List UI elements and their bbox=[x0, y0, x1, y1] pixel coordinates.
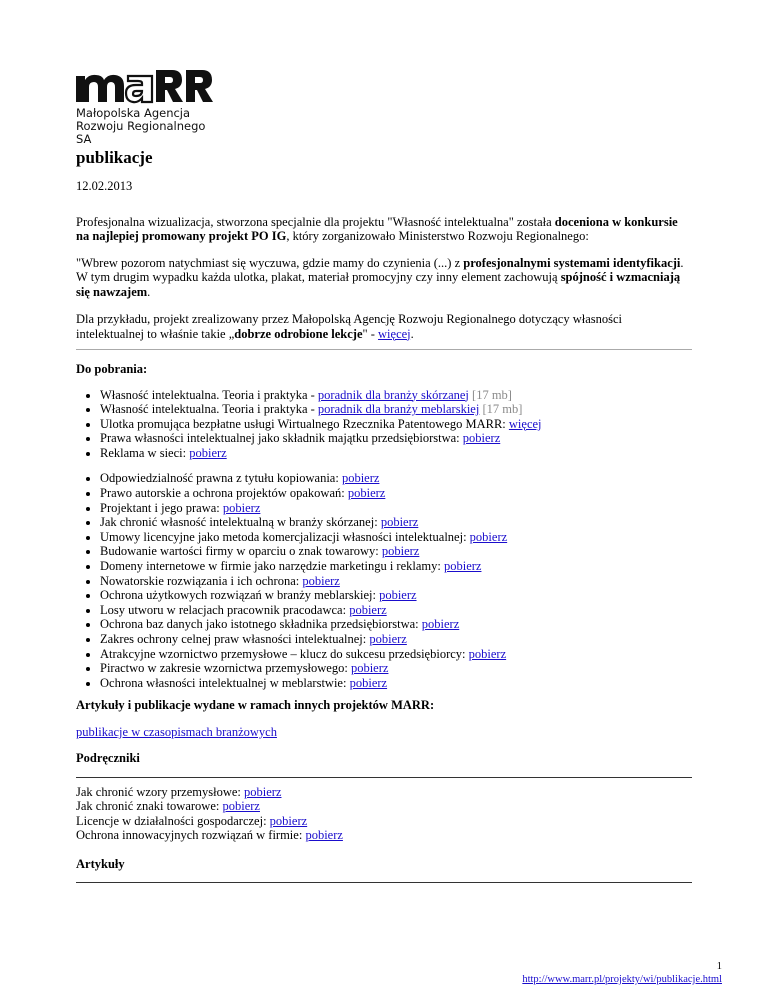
handbook-item-text: Jak chronić znaki towarowe: bbox=[76, 799, 223, 814]
handbooks-heading: Podręczniki bbox=[76, 751, 140, 766]
list-item-text: Projektant i jego prawa: bbox=[100, 500, 223, 515]
list-item-text: Odpowiedzialność prawna z tytułu kopiowania: bbox=[100, 471, 342, 486]
intro-text: . W tym drugim wypadku każda ulotka, plakat, materiał promocyjny czy inny element zachowują bbox=[76, 255, 684, 284]
download-link[interactable]: poradnik dla branży meblarskiej bbox=[317, 402, 480, 417]
list-item bbox=[100, 617, 692, 632]
articles-section-heading: Artykuły bbox=[76, 856, 125, 871]
intro-bold-text: doceniona w konkursie na najlepiej promowany projekt PO IG bbox=[76, 214, 678, 243]
intro-bold-text: profesjonalnymi systemami identyfikacji bbox=[463, 255, 681, 270]
intro-text: "Wbrew pozorom natychmiast się wyczuwa, gdzie mamy do czynienia (...) z bbox=[76, 255, 464, 270]
download-link[interactable]: pobierz bbox=[369, 632, 407, 646]
download-link[interactable]: pobierz bbox=[380, 515, 419, 530]
handbooks-divider bbox=[76, 777, 692, 778]
download-link[interactable]: pobierz bbox=[381, 544, 420, 559]
list-item-text: Reklama w sieci: bbox=[100, 445, 190, 460]
intro-paragraph-3 bbox=[76, 312, 692, 341]
download-link[interactable]: pobierz bbox=[350, 661, 389, 676]
list-item bbox=[100, 446, 692, 461]
list-item bbox=[100, 486, 692, 501]
intro-bold-text: dobrze odrobione lekcje bbox=[234, 326, 363, 341]
download-link[interactable]: pobierz bbox=[379, 588, 417, 603]
handbook-item bbox=[76, 785, 692, 800]
list-item bbox=[100, 501, 692, 516]
list-item-text: Ochrona własności intelektualnej w meblarstwie: bbox=[100, 675, 350, 690]
page-footer bbox=[522, 960, 722, 986]
download-link[interactable]: pobierz bbox=[462, 431, 501, 446]
list-item-text: Ochrona baz danych jako istotnego składnika przedsiębiorstwa: bbox=[100, 617, 422, 632]
logo-line-1: Małopolska Agencja bbox=[76, 106, 191, 120]
handbook-item bbox=[76, 799, 692, 814]
intro-bold-text: spójność i wzmacniają się nawzajem bbox=[76, 270, 681, 299]
list-item bbox=[100, 388, 692, 403]
list-item-text: Jak chronić własność intelektualną w branży skórzanej: bbox=[100, 515, 381, 530]
handbook-item-text: Licencje w działalności gospodarczej: bbox=[76, 813, 270, 828]
list-item-text: Nowatorskie rozwiązania i ich ochrona: bbox=[100, 573, 303, 588]
list-item-text: Własność intelektualna. Teoria i praktyka - bbox=[100, 387, 318, 402]
intro-paragraph-2 bbox=[76, 256, 692, 300]
download-link[interactable]: pobierz bbox=[468, 646, 507, 661]
list-item-text: Umowy licencyjne jako metoda komercjalizacji własności intelektualnej: bbox=[100, 529, 470, 544]
list-item bbox=[100, 588, 692, 603]
list-item bbox=[100, 417, 692, 432]
file-size: [17 mb] bbox=[479, 402, 523, 417]
intro-text: . bbox=[410, 326, 414, 341]
download-link[interactable]: pobierz bbox=[421, 617, 460, 632]
list-item bbox=[100, 431, 692, 446]
intro-text: Profesjonalna wizualizacja, stworzona specjalnie dla projektu "Własność intelektualna" została bbox=[76, 214, 555, 229]
list-item bbox=[100, 559, 692, 574]
document-page bbox=[76, 68, 692, 883]
list-item-text: Ochrona użytkowych rozwiązań w branży meblarskiej: bbox=[100, 588, 380, 603]
articles-heading: Artykuły i publikacje wydane w ramach innych projektów MARR: bbox=[76, 698, 435, 713]
page-number: 1 bbox=[716, 961, 722, 972]
publications-link-line bbox=[76, 725, 692, 740]
list-item bbox=[100, 661, 692, 676]
list-item-text: Piractwo w zakresie wzornictwa przemysłowego: bbox=[100, 661, 351, 676]
handbook-item bbox=[76, 828, 692, 843]
list-item-text: Prawa własności intelektualnej jako składnik majątku przedsiębiorstwa: bbox=[100, 431, 463, 446]
publications-link[interactable]: publikacje w czasopismach branżowych bbox=[76, 724, 277, 739]
list-item-text: Własność intelektualna. Teoria i praktyka - bbox=[100, 402, 318, 417]
download-link[interactable]: pobierz bbox=[222, 799, 260, 814]
footer-url-link[interactable]: http://www.marr.pl/projekty/wi/publikacje.html bbox=[522, 974, 722, 985]
articles-divider bbox=[76, 882, 692, 883]
downloads-list-2 bbox=[76, 471, 692, 690]
list-item-text: Atrakcyjne wzornictwo przemysłowe – klucz do sukcesu przedsiębiorcy: bbox=[100, 646, 469, 661]
handbook-item bbox=[76, 814, 692, 829]
intro-paragraph-1 bbox=[76, 215, 692, 244]
marr-logo-mark bbox=[76, 68, 216, 104]
download-link[interactable]: pobierz bbox=[341, 471, 380, 486]
intro-text: , który zorganizowało Ministerstwo Rozwoju Regionalnego: bbox=[286, 229, 589, 243]
file-size: [17 mb] bbox=[468, 387, 512, 402]
list-item bbox=[100, 574, 692, 589]
list-item-text: Zakres ochrony celnej praw własności intelektualnej: bbox=[100, 632, 370, 646]
publication-date: 12.02.2013 bbox=[76, 179, 133, 193]
downloads-list-1 bbox=[76, 388, 692, 461]
more-link[interactable]: więcej bbox=[378, 326, 411, 341]
download-link[interactable]: pobierz bbox=[302, 573, 340, 588]
list-item bbox=[100, 603, 692, 618]
download-link[interactable]: pobierz bbox=[443, 559, 482, 574]
handbooks-list bbox=[76, 785, 692, 843]
download-link[interactable]: pobierz bbox=[189, 445, 227, 460]
download-link[interactable]: pobierz bbox=[244, 784, 282, 799]
download-link[interactable]: pobierz bbox=[269, 813, 308, 828]
marr-logo bbox=[76, 68, 216, 146]
list-item bbox=[100, 402, 692, 417]
intro-text: Dla przykładu, projekt zrealizowany przez Małopolską Agencję Rozwoju Regionalnego dotyczący własności intelektualnej to właśnie takie „ bbox=[76, 312, 622, 341]
list-item bbox=[100, 530, 692, 545]
list-item-text: Domeny internetowe w firmie jako narzędzie marketingu i reklamy: bbox=[100, 559, 444, 574]
download-link[interactable]: pobierz bbox=[349, 675, 388, 690]
list-item-text: Losy utworu w relacjach pracownik pracodawca: bbox=[100, 602, 350, 617]
list-item bbox=[100, 544, 692, 559]
list-item bbox=[100, 632, 692, 647]
download-link[interactable]: pobierz bbox=[347, 486, 386, 501]
download-link[interactable]: pobierz bbox=[469, 529, 508, 544]
intro-text: " - bbox=[362, 326, 379, 341]
list-item bbox=[100, 676, 692, 691]
download-link[interactable]: pobierz bbox=[305, 828, 343, 843]
handbook-item-text: Jak chronić wzory przemysłowe: bbox=[76, 784, 244, 799]
list-item bbox=[100, 471, 692, 486]
handbook-item-text: Ochrona innowacyjnych rozwiązań w firmie: bbox=[76, 828, 306, 843]
page-title: publikacje bbox=[76, 148, 153, 167]
list-item bbox=[100, 647, 692, 662]
list-item-text: Ulotka promująca bezpłatne usługi Wirtualnego Rzecznika Patentowego MARR: bbox=[100, 416, 509, 431]
download-link[interactable]: poradnik dla branży skórzanej bbox=[317, 387, 469, 402]
list-item-text: Prawo autorskie a ochrona projektów opakowań: bbox=[100, 486, 348, 501]
downloads-heading: Do pobrania: bbox=[76, 362, 148, 376]
download-link[interactable]: pobierz bbox=[349, 602, 387, 617]
intro-text: . bbox=[147, 284, 151, 299]
logo-line-2: Rozwoju Regionalnego SA bbox=[76, 119, 206, 146]
list-item bbox=[100, 515, 692, 530]
download-link[interactable]: więcej bbox=[508, 416, 542, 431]
list-item-text: Budowanie wartości firmy w oparciu o znak towarowy: bbox=[100, 544, 382, 559]
section-divider bbox=[76, 349, 692, 350]
download-link[interactable]: pobierz bbox=[222, 500, 261, 515]
